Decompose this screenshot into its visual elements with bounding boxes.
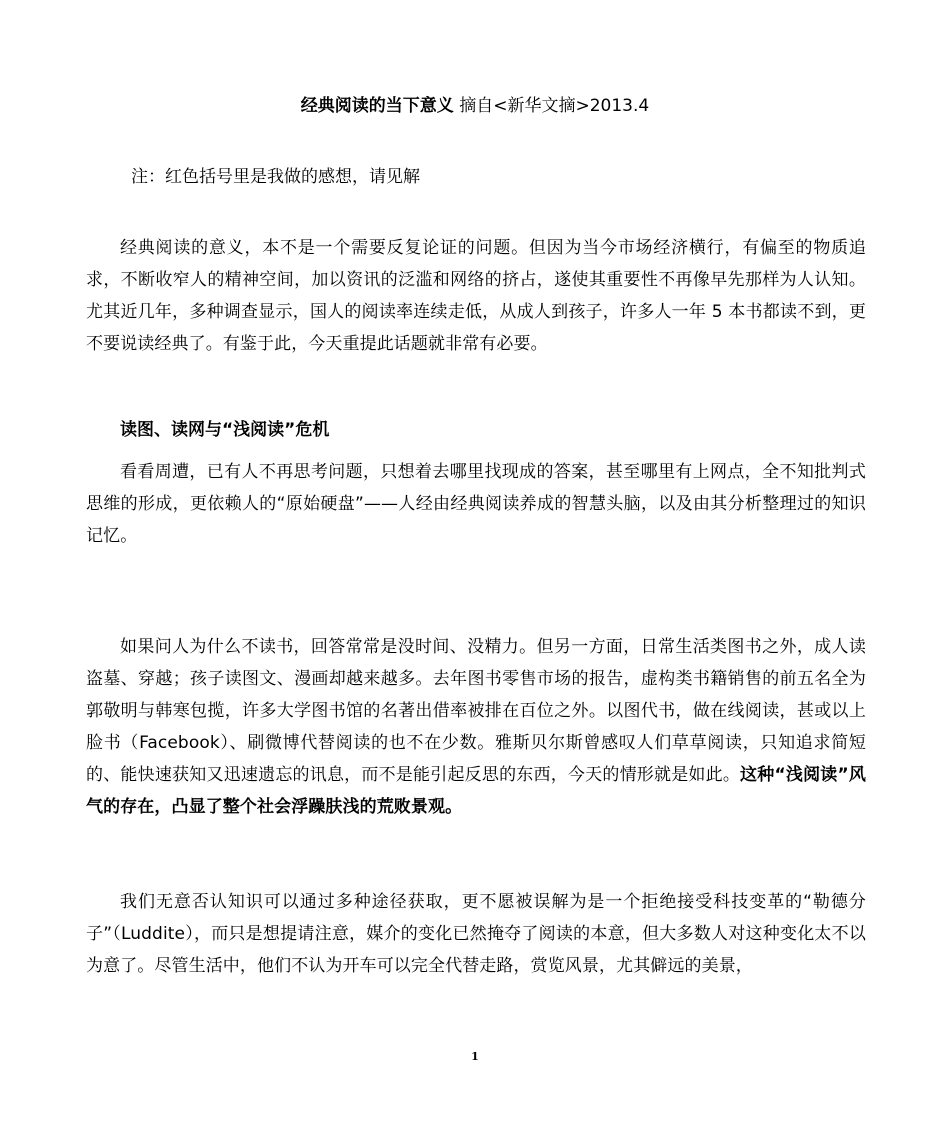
paragraph-reasons-bold: 这种“浅阅读”风气的存在，凸显了整个社会浮躁肤浅的荒败景观。 <box>86 765 866 817</box>
page-number: 1 <box>471 1050 479 1063</box>
paragraph-reasons-text: 如果问人为什么不读书，回答常常是没时间、没精力。但另一方面，日常生活类图书之外，成人读盗墓、穿越；孩子读图文、漫画却越来越多。去年图书零售市场的报告，虚构类书籍销售的前五名全为郭敬明与韩寒包揽，许多大学图书馆的名著出借率被排在百位之外。以图代书，做在线阅读，甚或以上脸书（Facebook）、刷微博代替阅读的也不在少数。雅斯贝尔斯曾感叹人们草草阅读，只知追求简短的、能快速获知又迅速遗忘的讯息，而不是能引起反思的东西，今天的情形就是如此。 <box>86 637 866 785</box>
paragraph-surroundings: 看看周遭，已有人不再思考问题，只想着去哪里找现成的答案，甚至哪里有上网点，全不知批判式思维的形成，更依赖人的“原始硬盘”——人经由经典阅读养成的智慧头脑，以及由其分析整理过的知识记忆。 <box>86 462 866 546</box>
section-heading: 读图、读网与“浅阅读”危机 <box>120 420 330 440</box>
paragraph-reasons <box>86 631 866 823</box>
title-main: 经典阅读的当下意义 <box>300 96 454 116</box>
page-title <box>0 91 950 121</box>
paragraph-intro: 经典阅读的意义，本不是一个需要反复论证的问题。但因为当今市场经济横行，有偏至的物质追求，不断收窄人的精神空间，加以资讯的泛滥和网络的挤占，遂使其重要性不再像早先那样为人认知。尤其近几年，多种调查显示，国人的阅读率连续走低，从成人到孩子，许多人一年 5 本书都读不到，更不要说读经典了。有鉴于此，今天重提此话题就非常有必要。 <box>86 238 866 354</box>
note-line: 注：红色括号里是我做的感想，请见解 <box>131 167 420 187</box>
paragraph-media: 我们无意否认知识可以通过多种途径获取，更不愿被误解为是一个拒绝接受科技变革的“勒德分子”（Luddite），而只是想提请注意，媒介的变化已然掩夺了阅读的本意，但大多数人对这种变化太不以为意了。尽管生活中，他们不认为开车可以完全代替走路，赏览风景，尤其僻远的美景， <box>86 892 866 976</box>
title-source: 摘自<新华文摘>2013.4 <box>459 96 650 116</box>
